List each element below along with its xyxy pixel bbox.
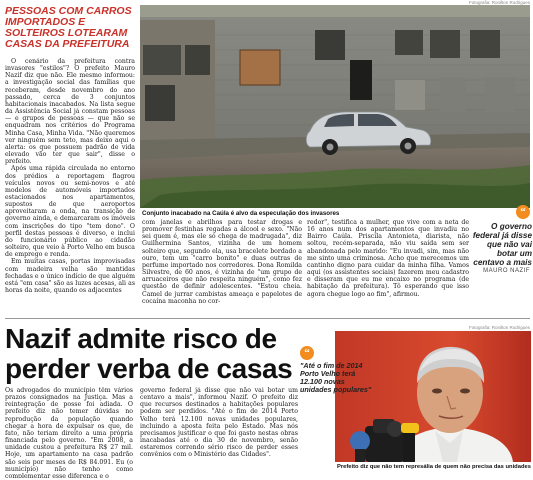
quote-icon: “ [516, 205, 530, 219]
housing-photo [140, 5, 530, 208]
top-story-column-1 [5, 58, 135, 316]
photo-credit: Fotografia: Ronilton Rodrigues [468, 0, 530, 5]
photo-credit-2: Fotografia: Ronilton Rodrigues [468, 325, 530, 330]
photo-caption: Conjunto inacabado na Caúla é alvo da especulação dos invasores [142, 210, 340, 217]
photo-caption-2: Prefeito diz que não tem represália de quem não precisa das unidades [337, 464, 531, 470]
paragraph: Em muitas casas, portas improvisadas com madeira velha são mantidas fechadas e o único indício de que alguém está "em casa" são as luzes acesas, ali as horas da noite, quando os adjacentes [5, 258, 135, 294]
paragraph: O cenário da prefeitura contra invasores "estilos"? O prefeito Mauro Nazif diz que não. Ele mesmo informou: a investigação social das famílias que receberam, desde novembro do ano passado, cerca de 3 conjuntos habitacionais inacabados. Na lista segue da Assistência Social já constam pessoas — e grupos de pessoas — que não se enquadram nos critérios do Programa Minha Casa, Minha Vida. "Não queremos ver ninguém sem teto, mas deixo aqui o alerta: os que possuem padrão de vida elevado vão ter que sair", disse o prefeito. [5, 58, 135, 166]
pull-quote-2: "Até o fim de 2014 Porto Velho terá 12.100 novas unidades populares" [300, 361, 372, 394]
second-story-headline: Nazif admite risco de perder verba de casas [5, 323, 293, 384]
mayor-image [335, 331, 531, 462]
pull-quote: O governo federal já disse que não vai botar um centavo a mais [472, 222, 532, 267]
second-story-column-2: governo federal já disse que não vai botar um centavo a mais", informou Nazif. O prefeito diz que recursos destinados a habitações populares podem ser perdidos. "Até o fim de 2014 Porto Velho terá 12.100 novas unidades populares, incluindo a aposta feita pelo Estado. Mas nós precisamos justificar o que foi gasto nestas obras inacabadas até o dia 30 de novembro, senão estaremos correndo sério risco de perder esses convênios com o Ministério das Cidades". [140, 387, 298, 459]
second-story-column-1: Os advogados do município têm vários prazos consignados na Justiça. Mas a reintegração de posse foi adiada. O prefeito diz não temer dúvidas no reprodução da população quando chegar a hora de expulsar os que, de fato, não teriam direito a uma própria financiada pelo governo. "Em 2008, a unidade custou a prefeitura R$ 27 mil. Hoje, um apartamento na casa padrão são seis por meses de R$ 84.091. Eu (o município) não tenho como complementar esse diferença e o [5, 387, 133, 478]
housing-complex-image [140, 5, 530, 208]
quote-icon-2: “ [300, 346, 314, 360]
section-divider [5, 318, 530, 319]
paragraph: Após uma rápida circulada no entorno dos prédios a reportagem flagrou veículos novos ou semi-novos e até modelos de automóveis importados estacionados nos apartamentos, supostos de que aeroportos aproveitaram a onda, na transição de governo ainda, e demarcaram os imóveis com inscrições do tipo "tem dono". O perfil destas pessoas é diverso, e inclui do funcionário público ao cidadão solteiro, que veio à Porto Velho em busca de emprego e renda. [5, 165, 135, 259]
top-story-headline: PESSOAS COM CARROS IMPORTADOS E SOLTEIROS LOTEARAM CASAS DA PREFEITURA [5, 5, 132, 50]
mayor-photo [335, 331, 531, 462]
top-story-column-2: com janelas e abrilhos para testar drogas e promover festinhas regadas a álcool e sexo. "Não sei quem é, mas ele só chega de madrugada", diz Guilhermina Santos, vizinha de um homem solteiro que, segundo ela, usa bracelete bordado a ouro, tem um "carro bonito" e duas outras de perfume importado nos corredores. Dona Romilda Silvestre, de 60 anos, é vizinha de "um grupo de arruaceiros que não respeita ninguém", como fez questão de definir adolescentes. "Estou cheia. Camel de jurrar cambistas ameaça e papelotes de cocaína maconha no cor- [142, 219, 302, 305]
top-story-column-3: redor", testifica a mulher, que vive com a neta de 16 anos num dos apartamentos que invadiu no Bairro Caúla. Priscila Antonieta, diarista, não soltou, recém-separada, não viu saída sem ser abandonada pelo marido: "Eu invadi, sim, mas não me sinto uma criminosa. Acho que merecemos um cantinho digno para cuidar da minha filha. Vamos aqui (os assistentes sociais) fazerem meu cadastro e disseram que eu me encaixo no programa (de habitação da prefeitura). Tô esperando que isso agora chegue logo ao fim", afirmou. [307, 219, 469, 298]
quote-author: MAURO NAZIF [483, 268, 530, 274]
